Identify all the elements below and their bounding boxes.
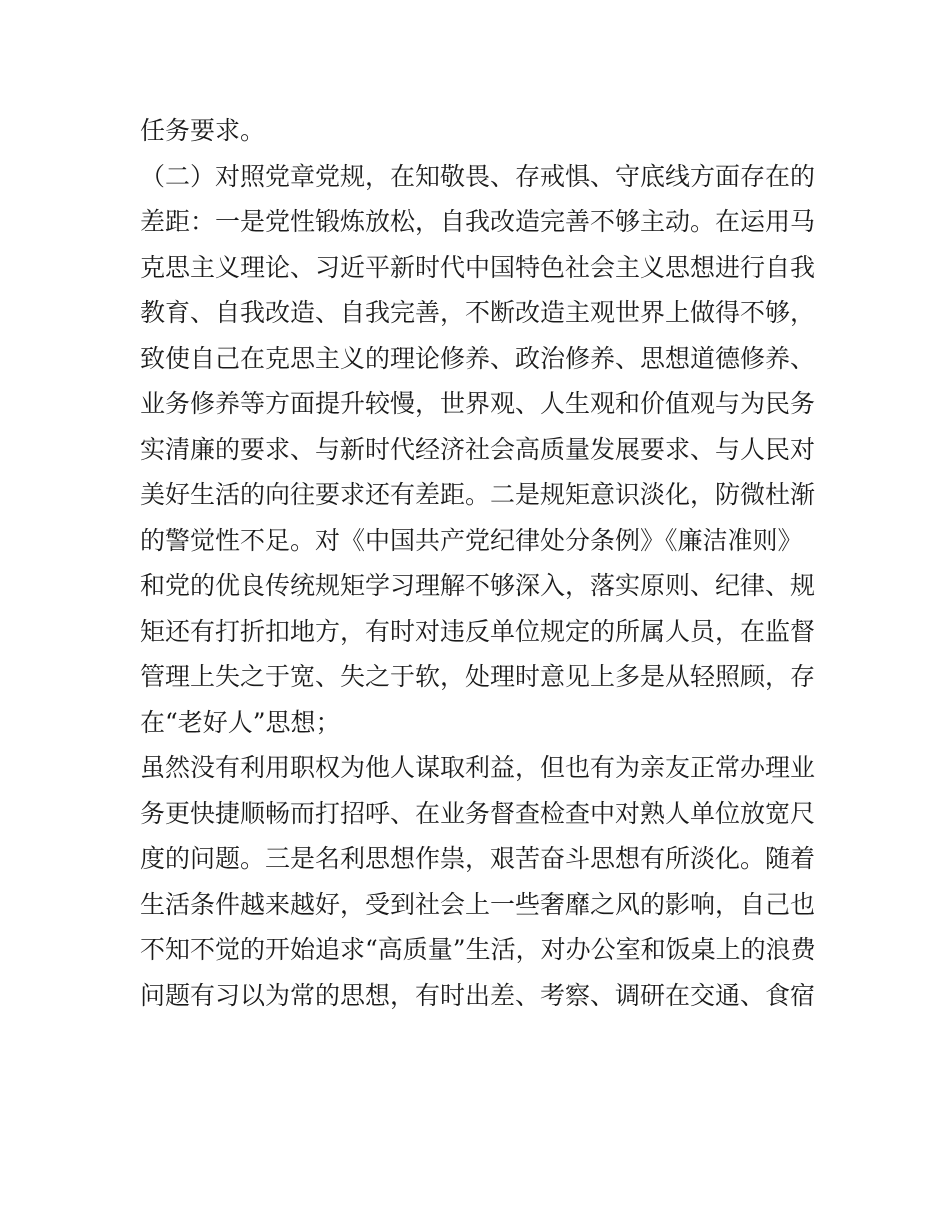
text-line: 业务修养等方面提升较慢，世界观、人生观和价值观与为民务 [140,389,816,418]
text-line: 差距：一是党性锻炼放松，自我改造完善不够主动。在运用马 [140,207,816,236]
text-line: 致使自己在克思主义的理论修养、政治修养、思想道德修养、 [140,343,816,373]
text-line: 实清廉的要求、与新时代经济社会高质量发展要求、与人民对 [140,434,816,464]
text-line: 管理上失之于宽、失之于软，处理时意见上多是从轻照顾，存 [140,662,816,691]
text-line: 美好生活的向往要求还有差距。二是规矩意识淡化，防微杜渐 [140,480,816,509]
body-text [140,108,820,1018]
text-line: 不知不觉的开始追求“高质量”生活，对办公室和饭桌上的浪费 [140,935,816,964]
text-line: 教育、自我改造、自我完善，不断改造主观世界上做得不够， [140,298,816,327]
text-line: 克思主义理论、习近平新时代中国特色社会主义思想进行自我 [140,252,816,282]
text-line: 问题有习以为常的思想，有时出差、考察、调研在交通、食宿 [140,980,816,1010]
text-line: 生活条件越来越好，受到社会上一些奢靡之风的影响，自己也 [140,889,816,919]
text-line: 在“老好人”思想； [140,707,341,737]
text-line: 的警觉性不足。对《中国共产党纪律处分条例》《廉洁准则》 [140,525,803,555]
text-line: 度的问题。三是名利思想作祟，艰苦奋斗思想有所淡化。随着 [140,844,816,873]
text-line: 矩还有打折扣地方，有时对违反单位规定的所属人员，在监督 [140,616,816,646]
text-line: （二）对照党章党规，在知敬畏、存戒惧、守底线方面存在的 [140,161,816,191]
text-line: 虽然没有利用职权为他人谋取利益，但也有为亲友正常办理业 [140,753,816,782]
text-line: 任务要求。 [140,116,266,145]
text-line: 和党的优良传统规矩学习理解不够深入，落实原则、纪律、规 [140,571,816,600]
text-line: 务更快捷顺畅而打招呼、在业务督查检查中对熟人单位放宽尺 [140,798,816,828]
